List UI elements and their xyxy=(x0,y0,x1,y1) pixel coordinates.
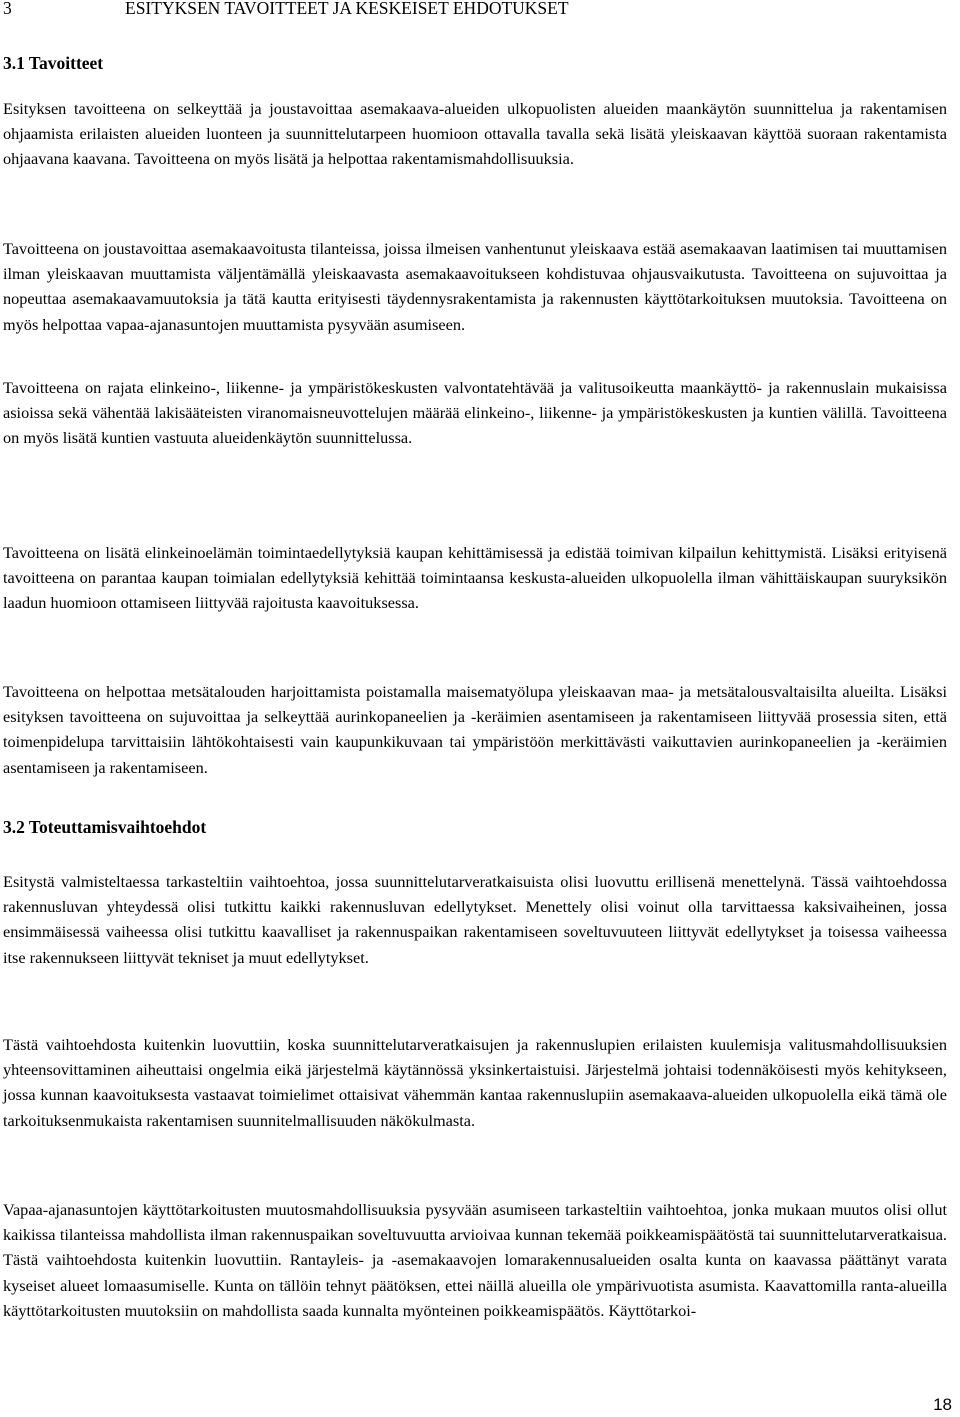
chapter-number: 3 xyxy=(3,0,12,18)
page-number: 18 xyxy=(933,1395,952,1414)
paragraph: Esitystä valmisteltaessa tarkasteltiin vaihtoehtoa, jossa suunnittelutarveratkaisuista olisi luovuttu erillisenä menettelynä. Tässä vaihtoehdossa rakennusluvan yhteydessä olisi tutkittu kaikki rakennusluvan edellytykset. Menettely olisi voinut olla tarvittaessa kaksivaiheinen, jossa ensimmäisessä vaiheessa olisi tutkittu kaavalliset ja rakennuspaikan rakentamiseen soveltuvuuteen liittyvät edellytykset ja toisessa vaiheessa itse rakennukseen liittyvät tekniset ja muut edellytykset. xyxy=(3,872,947,967)
paragraph: Tavoitteena on helpottaa metsätalouden harjoittamista poistamalla maisematyölupa yleiskaavan maa- ja metsätalousvaltaisilta alueilta. Lisäksi esityksen tavoitteena on sujuvoittaa ja selkeyttää aurinkopaneelien ja -keräimien asentamiseen ja rakentamiseen liittyvää prosessia siten, että toimenpidelupa tarvittaisiin lähtökohtaisesti vain kaupunkikuvaan tai ympäristöön merkittävästi vaikuttavien aurinkopaneelien ja -keräimien asentamiseen ja rakentamiseen. xyxy=(3,682,947,777)
paragraph: Tästä vaihtoehdosta kuitenkin luovuttiin, koska suunnittelutarveratkaisujen ja rakennuslupien erilaisten kuulemisja valitusmahdollisuuksien yhteensovittaminen aiheuttaisi ongelmia eikä järjestelmä käytännössä yksinkertaistuisi. Järjestelmä johtaisi todennäköisesti myös kehitykseen, jossa kunnan kaavoituksesta vastaavat toimielimet ottaisivat vähemmän kantaa rakennuslupiin asemakaava-alueiden ulkopuolella eikä tämä ole tarkoituksenmukaista rakentamisen suunnitelmallisuuden näkökulmasta. xyxy=(3,1035,947,1130)
paragraph: Vapaa-ajanasuntojen käyttötarkoitusten muutosmahdollisuuksia pysyvään asumiseen tarkasteltiin vaihtoehtoa, jonka mukaan muutos olisi ollut kaikissa tilanteissa mahdollista ilman rakennuspaikan soveltuvuutta arvioivaa kunnan tekemää poikkeamispäätöstä tai suunnittelutarveratkaisua. Tästä vaihtoehdosta kuitenkin luovuttiin. Rantayleis- ja -asemakaavojen lomarakennusalueiden osalta kunta on kaavassa päättänyt varata kyseiset alueet lomaasumiselle. Kunta on tällöin tehnyt päätöksen, ettei näillä alueilla ole ympärivuotista asumista. Kaavattomilla ranta-alueilla käyttötarkoitusten muutoksiin on mahdollista saada kunnalta myönteinen poikkeamispäätös. Käyttötarkoi- xyxy=(3,1200,947,1320)
section-title-toteuttamisvaihtoehdot: 3.2 Toteuttamisvaihtoehdot xyxy=(3,817,207,837)
paragraph: Tavoitteena on lisätä elinkeinoelämän toimintaedellytyksiä kaupan kehittämisessä ja edistää toimivan kilpailun kehittymistä. Lisäksi erityisenä tavoitteena on parantaa kaupan toimialan edellytyksiä kehittää toimintaansa keskusta-alueiden ulkopuolella ilman vähittäiskaupan suuryksikön laadun huomioon ottamiseen liittyvää rajoitusta kaavoituksessa. xyxy=(3,543,947,613)
paragraph: Tavoitteena on rajata elinkeino-, liikenne- ja ympäristökeskusten valvontatehtävää ja valitusoikeutta maankäyttö- ja rakennuslain mukaisissa asioissa sekä vähentää lakisääteisten viranomaisneuvottelujen määrää elinkeino-, liikenne- ja ympäristökeskusten ja kuntien välillä. Tavoitteena on myös lisätä kuntien vastuuta alueidenkäytön suunnittelussa. xyxy=(3,378,947,448)
chapter-heading xyxy=(3,0,569,19)
section-title-tavoitteet: 3.1 Tavoitteet xyxy=(3,53,104,73)
paragraph: Tavoitteena on joustavoittaa asemakaavoitusta tilanteissa, joissa ilmeisen vanhentunut yleiskaava estää asemakaavan laatimisen tai muuttamisen ilman yleiskaavan muuttamista väljentämällä yleiskaavasta asemakaavoitukseen kohdistuvaa ohjausvaikutusta. Tavoitteena on sujuvoittaa ja nopeuttaa asemakaavamuutoksia ja tätä kautta erityisesti täydennysrakentamista ja rakennusten käyttötarkoituksen muutoksia. Tavoitteena on myös helpottaa vapaa-ajanasuntojen muuttamista pysyvään asumiseen. xyxy=(3,239,947,334)
chapter-title: ESITYKSEN TAVOITTEET JA KESKEISET EHDOTUKSET xyxy=(125,0,569,18)
paragraph: Esityksen tavoitteena on selkeyttää ja joustavoittaa asemakaava-alueiden ulkopuolisten alueiden maankäytön suunnittelua ja rakentamisen ohjaamista erilaisten alueiden luonteen ja suunnittelutarpeen huomioon ottavalla tavalla sekä lisätä yleiskaavan käyttöä suoraan rakentamista ohjaavana kaavana. Tavoitteena on myös lisätä ja helpottaa rakentamismahdollisuuksia. xyxy=(3,99,947,169)
